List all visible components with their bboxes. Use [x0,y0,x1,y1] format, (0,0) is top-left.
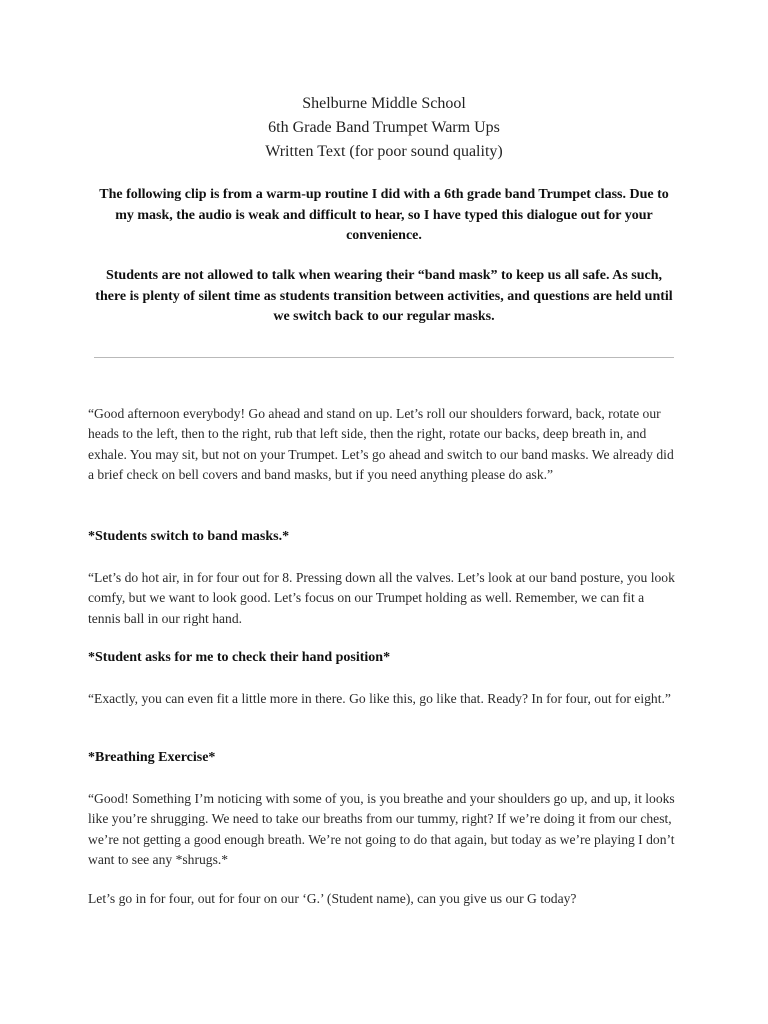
document-title-block [0,92,768,164]
dialogue-paragraph-exactly: “Exactly, you can even fit a little more in there. Go like this, go like that. Ready? In for four, out for eight.” [88,691,671,706]
dialogue-paragraph-warmup: “Good afternoon everybody! Go ahead and stand on up. Let’s roll our shoulders forward, back, rotate our heads to the left, then to the right, rub that left side, then the right, rotate our backs, deep breath in, and exhale. You may sit, but not on your Trumpet. Let’s go ahead and switch to our band masks. We already did a brief check on bell covers and band masks, but if you need anything please do ask.” [88,406,674,482]
stage-direction-switch-masks: *Students switch to band masks.* [88,529,290,544]
intro-paragraph-clip: The following clip is from a warm-up routine I did with a 6th grade band Trumpet class. Due to my mask, the audio is weak and difficult to hear, so I have typed this dialogue out for your convenience. [99,187,669,243]
stage-direction-hand-position: *Student asks for me to check their hand position* [88,650,391,665]
document-note: Written Text (for poor sound quality) [265,143,503,160]
document-subtitle: 6th Grade Band Trumpet Warm Ups [268,119,500,136]
dialogue-paragraph-g-note: Let’s go in for four, out for four on our ‘G.’ (Student name), can you give us our G today? [88,891,577,906]
section-divider [94,357,674,358]
stage-direction-breathing: *Breathing Exercise* [88,750,216,765]
dialogue-paragraph-shoulders: “Good! Something I’m noticing with some of you, is you breathe and your shoulders go up, and up, it looks like you’re shrugging. We need to take our breaths from our tummy, right? If we’re doing it from our chest, we’re not getting a good enough breath. We’re not going to do that again, but today as we’re playing I don’t want to see any *shrugs.* [88,791,675,867]
school-name: Shelburne Middle School [302,95,466,112]
intro-paragraph-masks: Students are not allowed to talk when wearing their “band mask” to keep us all safe. As such, there is plenty of silent time as students transition between activities, and questions are held until we switch back to our regular masks. [95,268,673,324]
dialogue-paragraph-hot-air: “Let’s do hot air, in for four out for 8. Pressing down all the valves. Let’s look at our band posture, you look comfy, but we want to look good. Let’s focus on our Trumpet holding as well. Remember, we can fit a tennis ball in our right hand. [88,570,675,626]
